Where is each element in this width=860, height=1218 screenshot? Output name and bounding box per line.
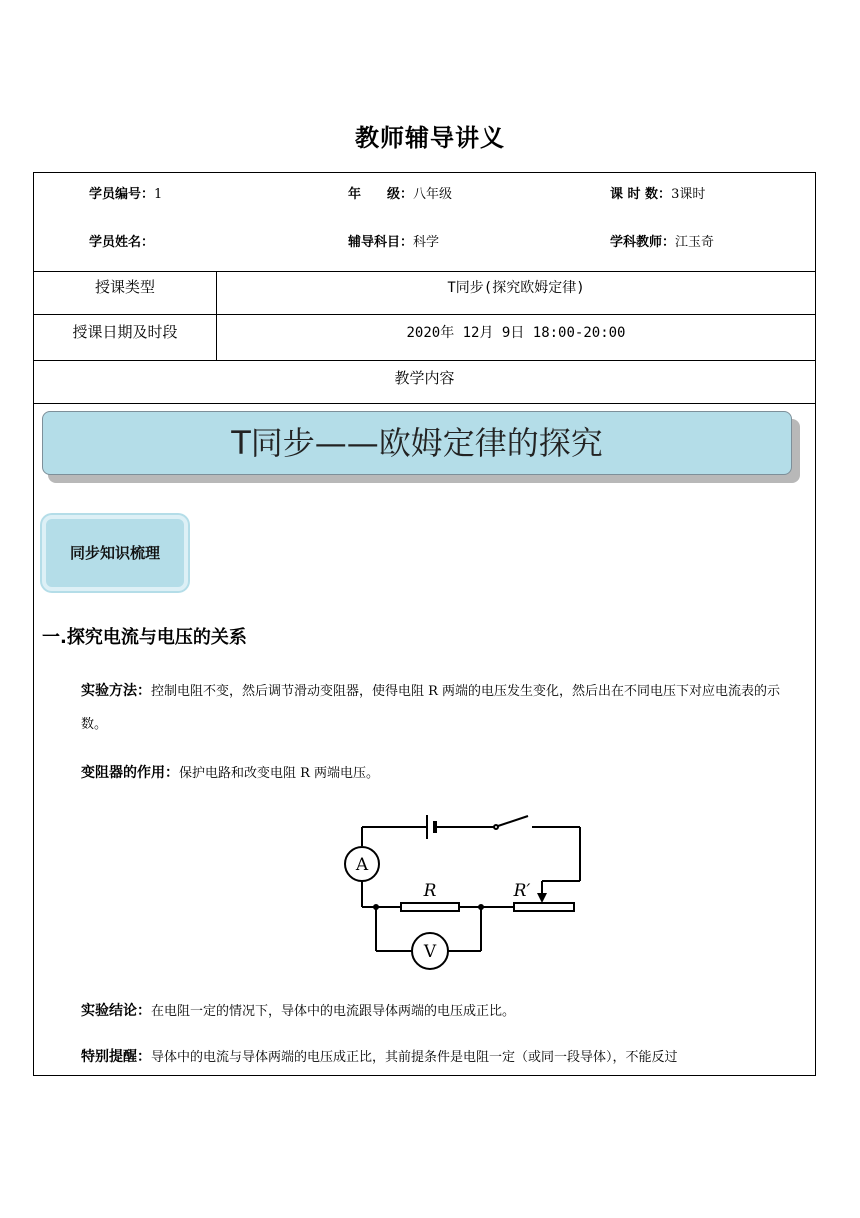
- ammeter-label: A: [355, 855, 369, 875]
- lesson-type-value: T同步(探究欧姆定律): [447, 280, 585, 296]
- voltmeter-label: V: [423, 942, 437, 962]
- student-name: 学员姓名：: [89, 235, 155, 250]
- grade: 年 级：八年级: [348, 187, 453, 202]
- lesson-banner: T同步——欧姆定律的探究: [42, 411, 792, 475]
- rheostat-label: R′: [513, 881, 531, 901]
- lesson-type-label: 授课类型: [94, 278, 155, 296]
- resistor-label: R: [423, 881, 437, 901]
- divider: [34, 271, 815, 272]
- subject: 辅导科目：科学: [348, 235, 440, 250]
- divider: [34, 360, 815, 361]
- lesson-date-label: 授课日期及时段: [72, 323, 178, 341]
- student-id: 学员编号：1: [89, 187, 163, 202]
- reminder-paragraph: 特别提醒：导体中的电流与导体两端的电压成正比，其前提条件是电阻一定（或同一段导体），不能反过: [81, 1049, 678, 1065]
- conclusion-paragraph: 实验结论：在电阻一定的情况下，导体中的电流跟导体两端的电压成正比。: [81, 1003, 516, 1019]
- circuit-diagram: [334, 813, 584, 983]
- lesson-date-value: 2020年 12月 9日 18:00-20:00: [406, 325, 626, 341]
- section-badge: 同步知识梳理: [42, 515, 188, 591]
- method-paragraph: 实验方法：控制电阻不变，然后调节滑动变阻器，使得电阻 R 两端的电压发生变化，然后出在不同电压下对应电流表的示数。: [81, 683, 781, 732]
- divider: [34, 314, 815, 315]
- teaching-content-label: 教学内容: [394, 369, 455, 387]
- teacher: 学科教师：江玉奇: [610, 235, 715, 250]
- rheostat-paragraph: 变阻器的作用：保护电路和改变电阻 R 两端电压。: [81, 765, 380, 781]
- document-title: 教师辅导讲义: [355, 124, 505, 152]
- lecture-table: [33, 172, 816, 1076]
- section-heading: 一.探究电流与电压的关系: [42, 627, 247, 648]
- divider: [34, 403, 815, 404]
- class-hours: 课 时 数：3课时: [610, 187, 706, 202]
